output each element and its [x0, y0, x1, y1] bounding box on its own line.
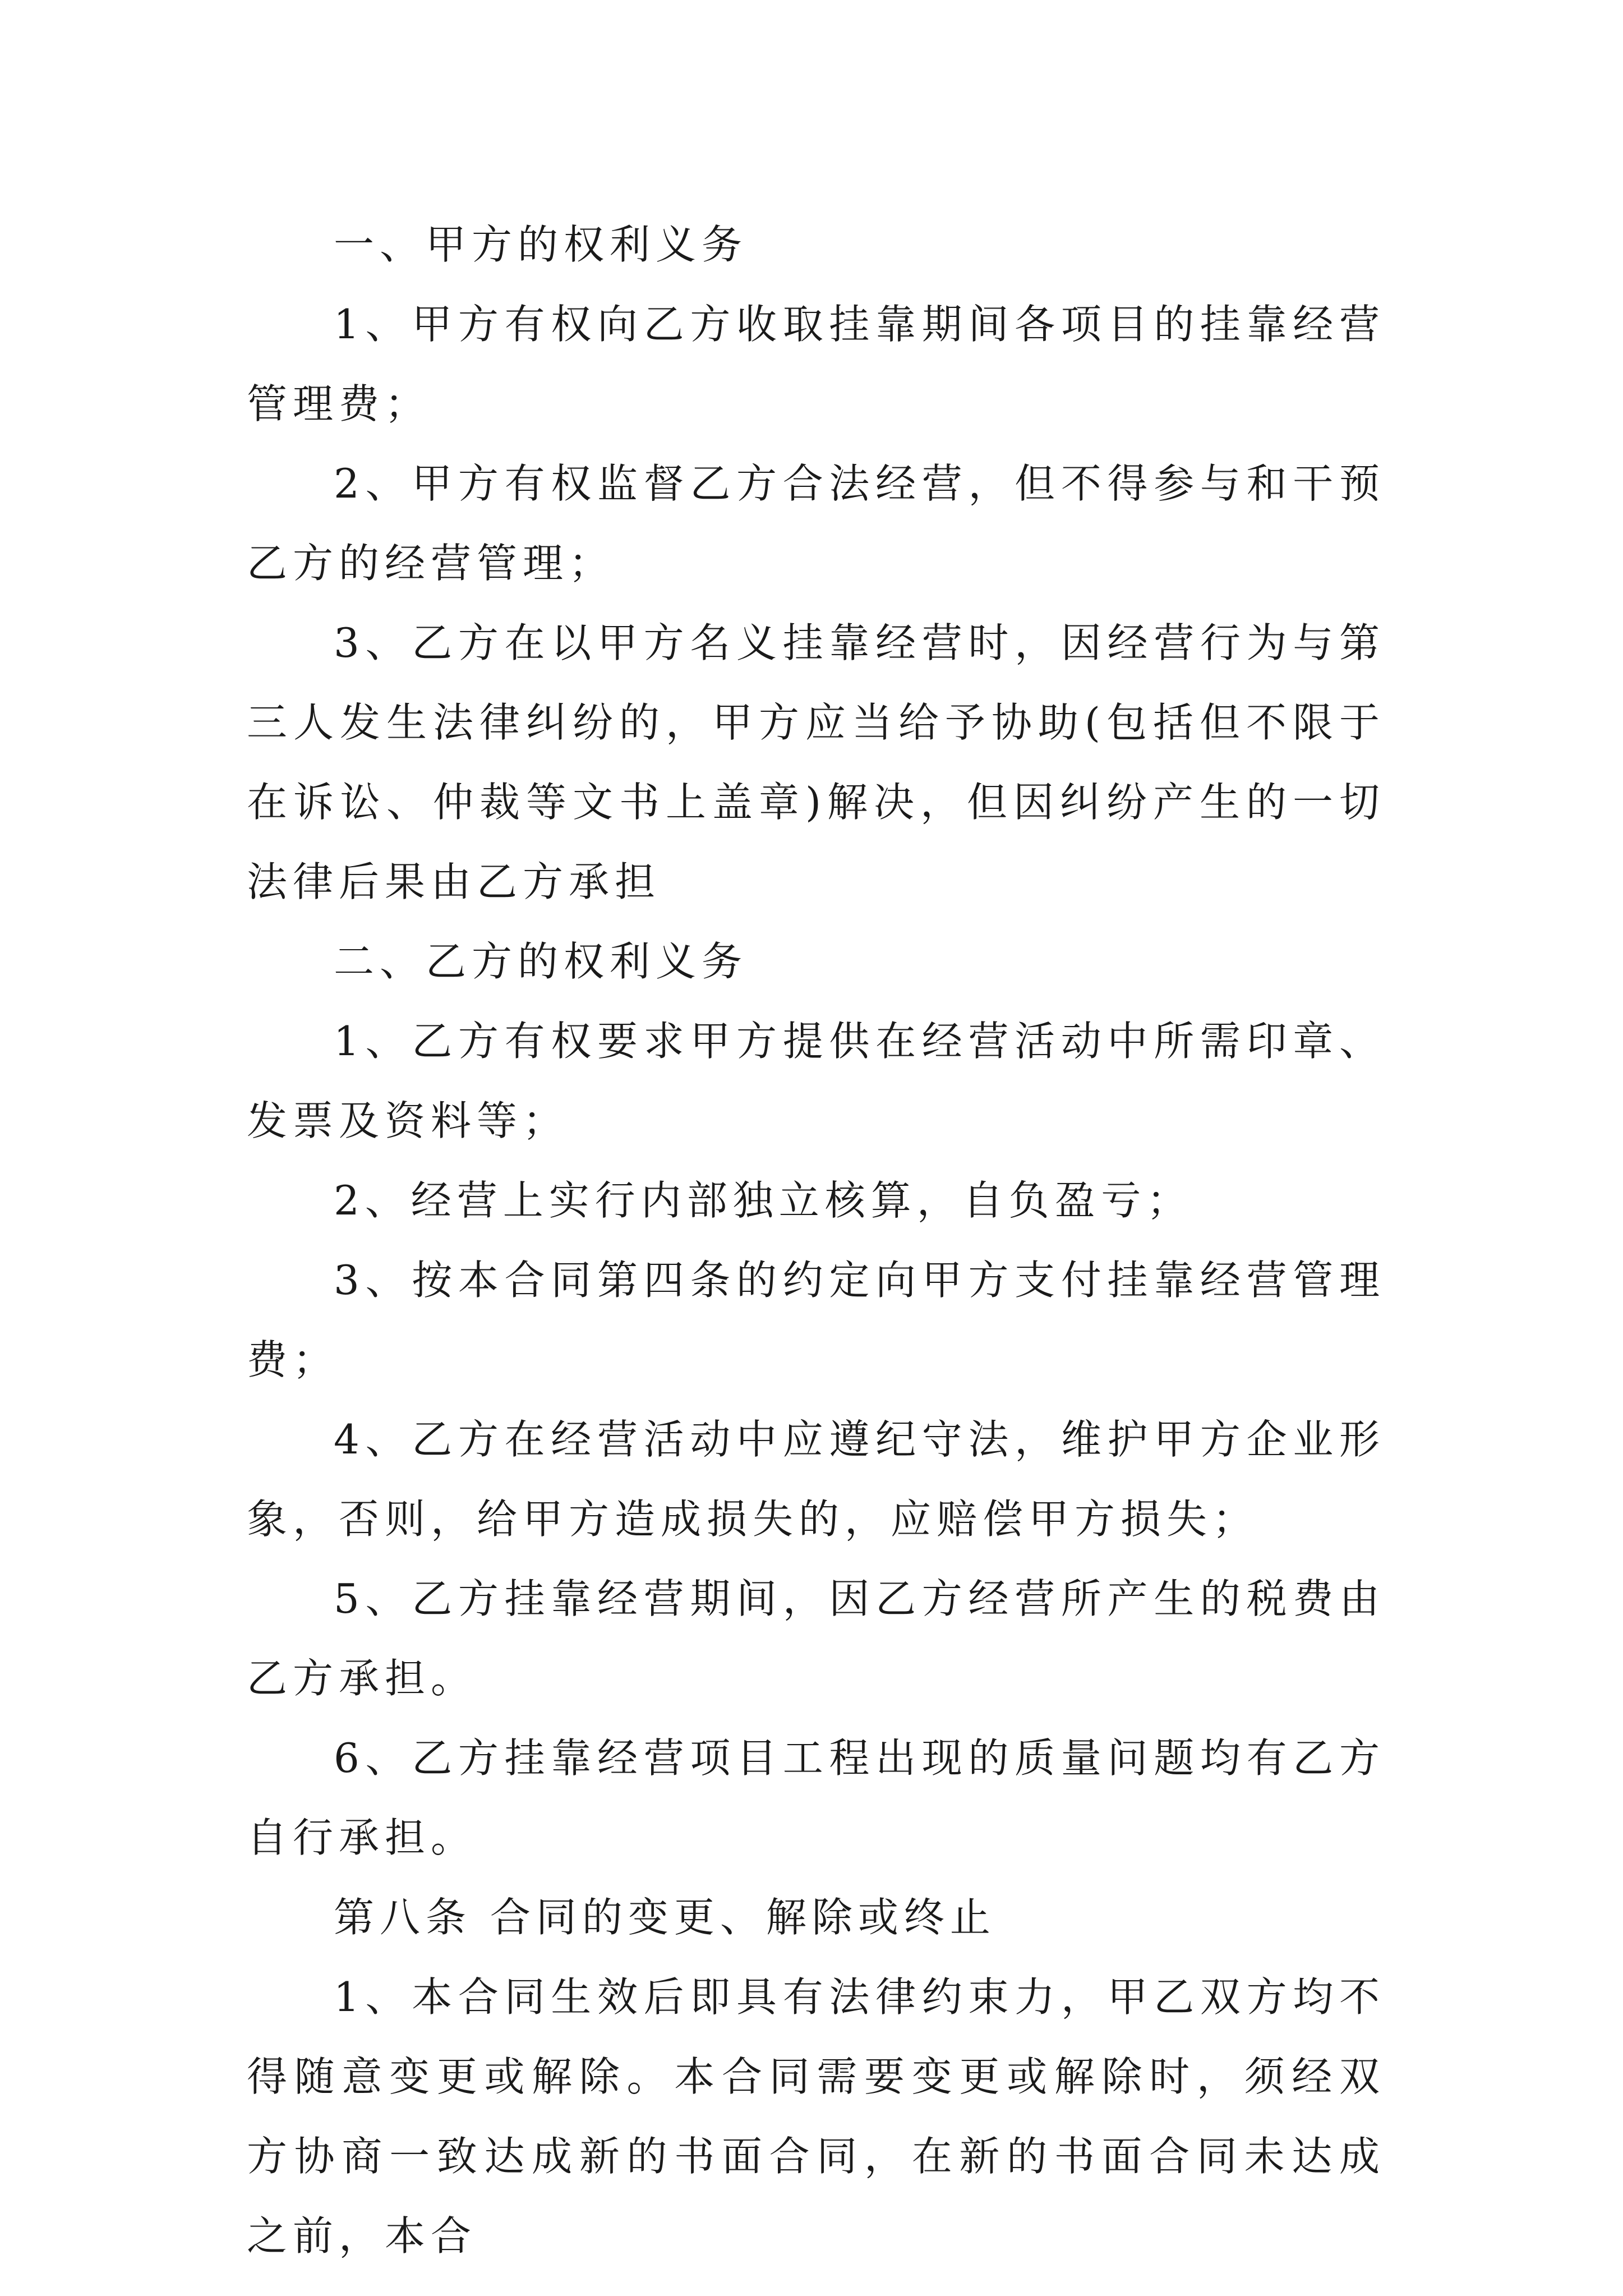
paragraph-b2: 2、经营上实行内部独立核算，自负盈亏；	[334, 1177, 1193, 1224]
paragraph-a1: 1、甲方有权向乙方收取挂靠期间各项目的挂靠经营管理费；	[247, 301, 1385, 427]
paragraph-b1: 1、乙方有权要求甲方提供在经营活动中所需印章、发票及资料等；	[247, 1018, 1385, 1144]
paragraph-a3: 3、乙方在以甲方名义挂靠经营时，因经营行为与第三人发生法律纠纷的，甲方应当给予协助(包括但不限于在诉讼、仲裁等文书上盖章)解决，但因纠纷产生的一切法律后果由乙方承担	[247, 619, 1385, 905]
paragraph-article8-1: 1、本合同生效后即具有法律约束力，甲乙双方均不得随意变更或解除。本合同需要变更或解除时，须经双方协商一致达成新的书面合同，在新的书面合同未达成之前，本合	[247, 1973, 1385, 2260]
paragraph-b5: 5、乙方挂靠经营期间，因乙方经营所产生的税费由乙方承担。	[247, 1575, 1385, 1702]
paragraph-b3: 3、按本合同第四条的约定向甲方支付挂靠经营管理费；	[247, 1257, 1385, 1383]
paragraph-b6: 6、乙方挂靠经营项目工程出现的质量问题均有乙方自行承担。	[247, 1734, 1385, 1861]
paragraph-a2: 2、甲方有权监督乙方合法经营，但不得参与和干预乙方的经营管理；	[247, 460, 1385, 587]
section-heading-party-b: 二、乙方的权利义务	[334, 938, 748, 985]
article-eight-heading: 第八条 合同的变更、解除或终止	[334, 1894, 996, 1941]
document-body	[247, 205, 1385, 2276]
section-heading-party-a: 一、甲方的权利义务	[334, 221, 748, 268]
paragraph-b4: 4、乙方在经营活动中应遵纪守法，维护甲方企业形象，否则，给甲方造成损失的，应赔偿甲方损失；	[247, 1416, 1385, 1543]
